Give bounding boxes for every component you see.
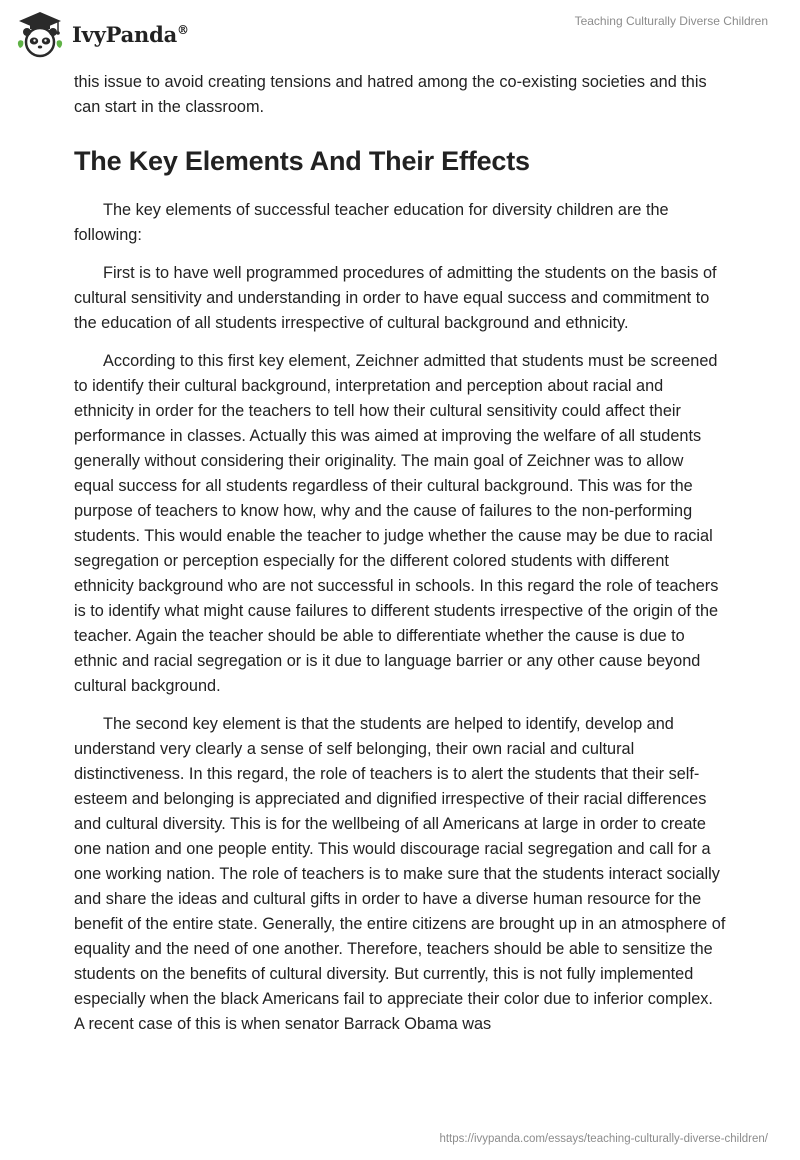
source-url[interactable]: https://ivypanda.com/essays/teaching-culturally-diverse-children/ [439, 1133, 768, 1145]
brand-logo[interactable] [14, 8, 189, 60]
paragraph: The second key element is that the students are helped to identify, develop and understand very clearly a sense of self belonging, their own racial and cultural distinctiveness. In this regard, the role of teachers is to alert the students that their self-esteem and belonging is appreciated and dignified irrespective of their racial differences and cultural diversity. This is for the wellbeing of all Americans at large in order to create one nation and one people entity. This would discourage racial segregation and call for a one working nation. The role of teachers is to make sure that the students interact socially and share the ideas and cultural gifts in order to have a diverse human resource for the benefit of the entire state. Generally, the entire citizens are brought up in an atmosphere of equality and the need of one another. Therefore, teachers should be able to sensitize the students on the benefits of cultural diversity. But currently, this is not fully implemented especially when the black Americans fail to appreciate their color due to inferior complex. A recent case of this is when senator Barrack Obama was [74, 715, 726, 1033]
paragraph: According to this first key element, Zeichner admitted that students must be screened to identify their cultural background, interpretation and perception about racial and ethnicity in order for the teachers to tell how their cultural sensitivity could affect their performance in classes. Actually this was aimed at improving the welfare of all students generally without considering their originality. The main goal of Zeichner was to allow equal success for all students regardless of their cultural background. This was for the purpose of teachers to know how, why and the cause of failures to the non-performing students. This would enable the teacher to judge whether the cause may be due to racial segregation or perception especially for the different colored students with different ethnicity background who are not successful in schools. In this regard the role of teachers is to identify what might cause failures to different students irrespective of the origin of the teacher. Again the teacher should be able to differentiate whether the cause is due to ethnic and racial segregation or is it due to language barrier or any other cause beyond cultural background. [74, 352, 719, 695]
section-heading: The Key Elements And Their Effects [74, 146, 530, 176]
brand-name: IvyPanda® [72, 21, 189, 47]
intro-paragraph: this issue to avoid creating tensions and hatred among the co-existing societies and this can start in the classroom. [74, 73, 707, 116]
page-header [0, 0, 800, 70]
document-title: Teaching Culturally Diverse Children [574, 14, 768, 28]
paragraph: First is to have well programmed procedures of admitting the students on the basis of cultural sensitivity and understanding in order to have equal success and commitment to the education of all students irrespective of cultural background and ethnicity. [74, 264, 717, 332]
paragraph: The key elements of successful teacher education for diversity children are the following: [74, 201, 669, 244]
essay-content [74, 70, 726, 1050]
panda-graduate-icon [14, 8, 66, 60]
